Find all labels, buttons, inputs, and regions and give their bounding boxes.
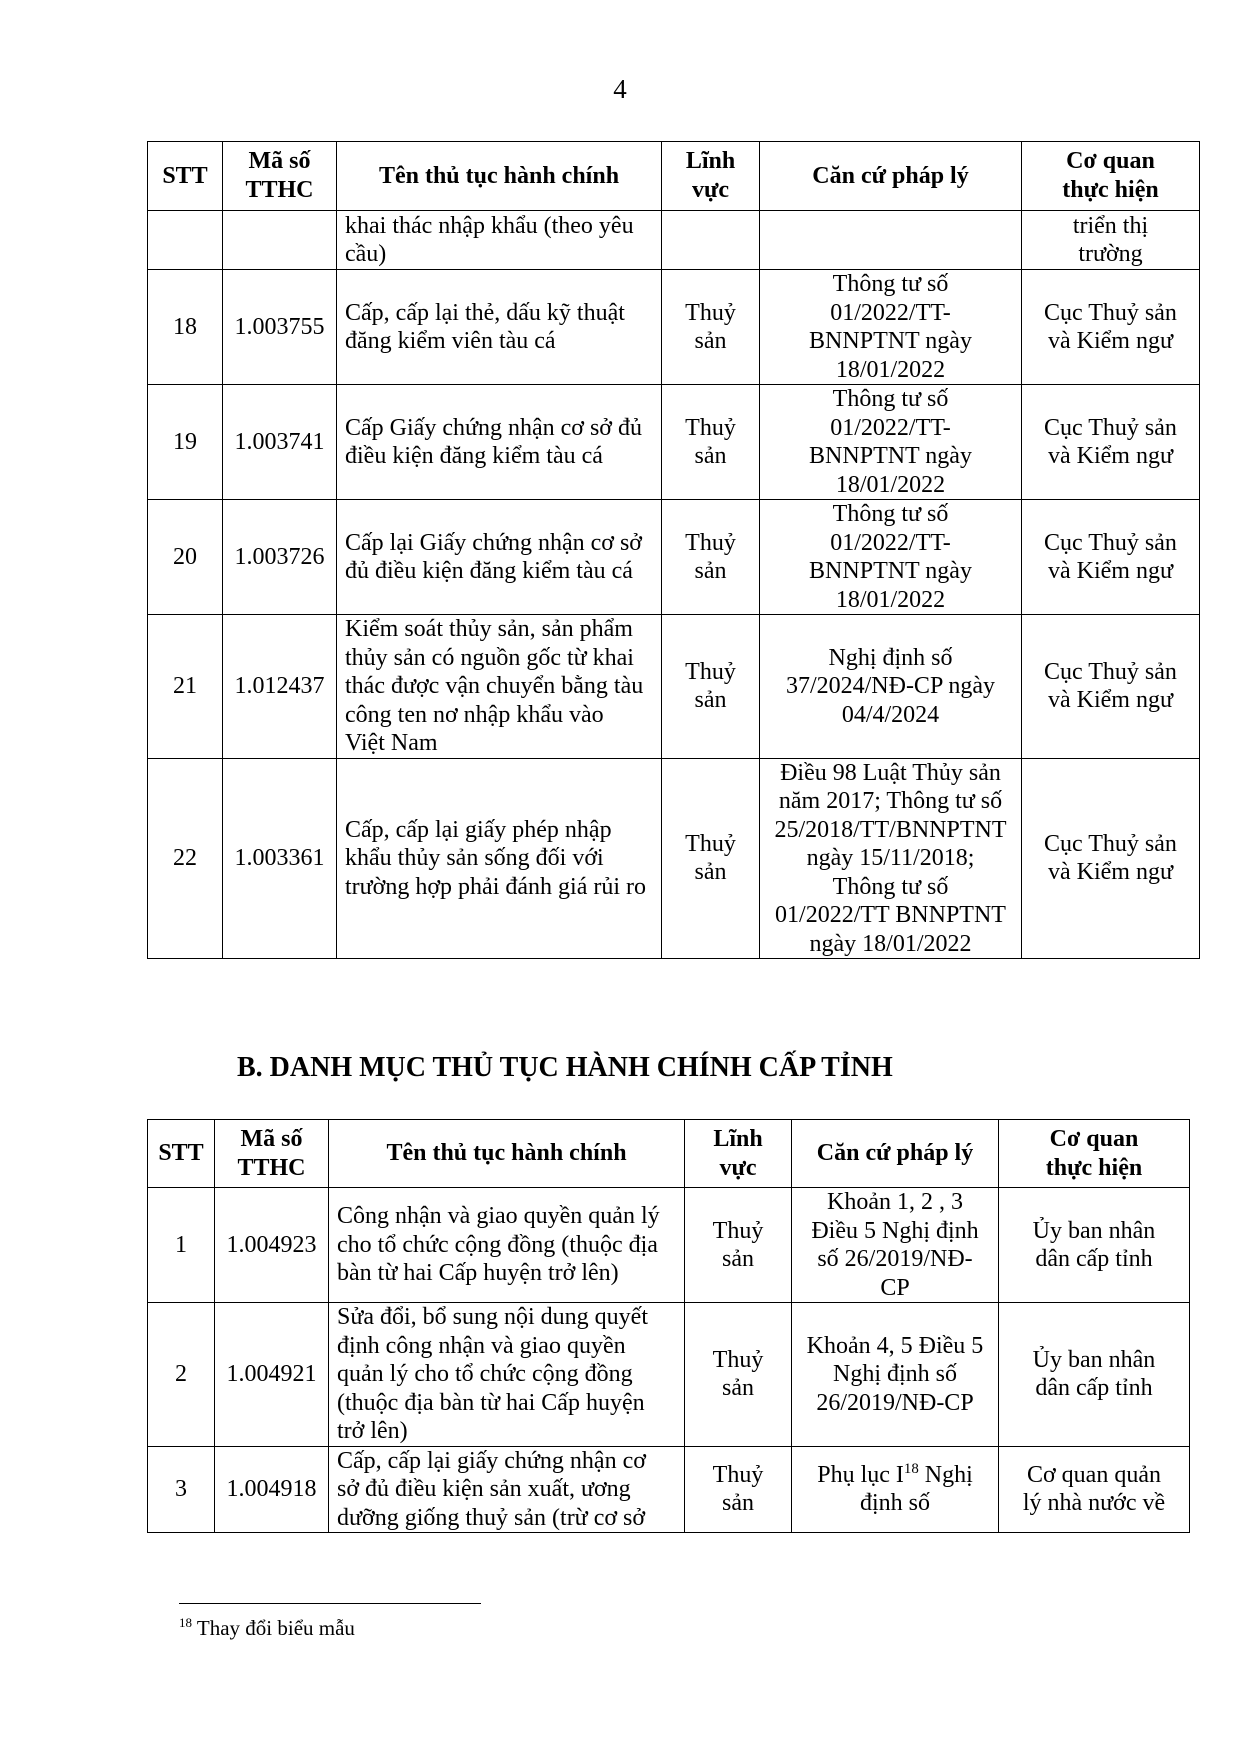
cell-legal-basis: Phụ lục $I^{18}$ Nghị định số [792, 1446, 999, 1533]
cell-code: 1.003755 [223, 270, 337, 385]
cell-field: Thuỷ sản [662, 500, 760, 615]
header-legal-basis: Căn cứ pháp lý [760, 142, 1022, 211]
cell-stt: 21 [148, 615, 223, 759]
table-header-row [148, 142, 1200, 211]
cell-stt: 19 [148, 385, 223, 500]
header-code: Mã số TTHC [223, 142, 337, 211]
header-name: Tên thủ tục hành chính [329, 1120, 685, 1188]
cell-stt: 22 [148, 758, 223, 959]
cell-code: 1.003726 [223, 500, 337, 615]
cell-agency: Ủy ban nhân dân cấp tỉnh [999, 1303, 1190, 1447]
table-row [148, 270, 1200, 385]
section-b-heading: B. DANH MỤC THỦ TỤC HÀNH CHÍNH CẤP TỈNH [237, 1052, 893, 1083]
header-name: Tên thủ tục hành chính [337, 142, 662, 211]
cell-field: Thuỷ sản [685, 1188, 792, 1303]
cell-procedure-name: Cấp, cấp lại giấy chứng nhận cơ sở đủ điều kiện sản xuất, ương dưỡng giống thuỷ sản (trừ cơ sở [329, 1446, 685, 1533]
cell-stt: 18 [148, 270, 223, 385]
cell-legal-basis: Thông tư số 01/2022/TT- BNNPTNT ngày 18/01/2022 [760, 385, 1022, 500]
table-row [148, 1188, 1190, 1303]
cell-field [662, 211, 760, 270]
cell-procedure-name: Cấp, cấp lại giấy phép nhập khẩu thủy sản sống đối với trường hợp phải đánh giá rủi ro [337, 758, 662, 959]
header-agency: Cơ quan thực hiện [999, 1120, 1190, 1188]
header-field: Lĩnh vực [685, 1120, 792, 1188]
cell-code: 1.004918 [215, 1446, 329, 1533]
cell-agency: Cục Thuỷ sản và Kiểm ngư [1022, 615, 1200, 759]
footnote-marker: 18 [179, 1615, 193, 1630]
table-row [148, 758, 1200, 959]
header-legal-basis: Căn cứ pháp lý [792, 1120, 999, 1188]
cell-field: Thuỷ sản [662, 615, 760, 759]
cell-field: Thuỷ sản [662, 385, 760, 500]
cell-legal-basis: Thông tư số 01/2022/TT- BNNPTNT ngày 18/01/2022 [760, 500, 1022, 615]
footnote-reference: 18 [903, 1460, 919, 1477]
cell-procedure-name: Cấp lại Giấy chứng nhận cơ sở đủ điều kiện đăng kiểm tàu cá [337, 500, 662, 615]
header-stt: STT [148, 1120, 215, 1188]
cell-agency: triển thị trường [1022, 211, 1200, 270]
header-field: Lĩnh vực [662, 142, 760, 211]
cell-code: 1.003361 [223, 758, 337, 959]
table-row [148, 1446, 1190, 1533]
procedures-table-provincial [147, 1119, 1190, 1533]
cell-code: 1.012437 [223, 615, 337, 759]
header-code: Mã số TTHC [215, 1120, 329, 1188]
cell-legal-basis: Thông tư số 01/2022/TT- BNNPTNT ngày 18/01/2022 [760, 270, 1022, 385]
cell-legal-basis: Điều 98 Luật Thủy sản năm 2017; Thông tư số 25/2018/TT/BNNPTNT ngày 15/11/2018; Thông tư số 01/2022/TT BNNPTNT ngày 18/01/2022 [760, 758, 1022, 959]
cell-field: Thuỷ sản [662, 758, 760, 959]
cell-stt: 20 [148, 500, 223, 615]
cell-field: Thuỷ sản [685, 1446, 792, 1533]
cell-procedure-name: Cấp Giấy chứng nhận cơ sở đủ điều kiện đăng kiểm tàu cá [337, 385, 662, 500]
cell-agency: Cục Thuỷ sản và Kiểm ngư [1022, 385, 1200, 500]
cell-procedure-name: Sửa đổi, bổ sung nội dung quyết định công nhận và giao quyền quản lý cho tổ chức cộng đồng (thuộc địa bàn từ hai Cấp huyện trở lên) [329, 1303, 685, 1447]
cell-procedure-name: Kiểm soát thủy sản, sản phẩm thủy sản có nguồn gốc từ khai thác được vận chuyển bằng tàu công ten nơ nhập khẩu vào Việt Nam [337, 615, 662, 759]
cell-code [223, 211, 337, 270]
cell-code: 1.004923 [215, 1188, 329, 1303]
cell-procedure-name: khai thác nhập khẩu (theo yêu cầu) [337, 211, 662, 270]
cell-stt: 3 [148, 1446, 215, 1533]
cell-stt: 1 [148, 1188, 215, 1303]
table-row [148, 211, 1200, 270]
cell-procedure-name: Công nhận và giao quyền quản lý cho tổ chức cộng đồng (thuộc địa bàn từ hai Cấp huyện trở lên) [329, 1188, 685, 1303]
footnote [179, 1616, 355, 1641]
cell-code: 1.003741 [223, 385, 337, 500]
cell-field: Thuỷ sản [685, 1303, 792, 1447]
cell-field: Thuỷ sản [662, 270, 760, 385]
cell-legal-basis: Khoản 4, 5 Điều 5 Nghị định số 26/2019/NĐ-CP [792, 1303, 999, 1447]
cell-legal-basis: Khoản 1, 2 , 3 Điều 5 Nghị định số 26/2019/NĐ- CP [792, 1188, 999, 1303]
procedures-table-central [147, 141, 1200, 959]
cell-agency: Cục Thuỷ sản và Kiểm ngư [1022, 270, 1200, 385]
cell-agency: Cục Thuỷ sản và Kiểm ngư [1022, 500, 1200, 615]
cell-agency: Ủy ban nhân dân cấp tỉnh [999, 1188, 1190, 1303]
footnote-text: Thay đổi biểu mẫu [192, 1616, 355, 1640]
cell-legal-basis [760, 211, 1022, 270]
footnote-separator [179, 1603, 481, 1604]
header-stt: STT [148, 142, 223, 211]
cell-agency: Cục Thuỷ sản và Kiểm ngư [1022, 758, 1200, 959]
cell-stt [148, 211, 223, 270]
cell-agency: Cơ quan quản lý nhà nước về [999, 1446, 1190, 1533]
cell-procedure-name: Cấp, cấp lại thẻ, dấu kỹ thuật đăng kiểm viên tàu cá [337, 270, 662, 385]
table-header-row [148, 1120, 1190, 1188]
page-number: 4 [613, 74, 627, 104]
header-agency: Cơ quan thực hiện [1022, 142, 1200, 211]
table-row [148, 385, 1200, 500]
cell-legal-basis: Nghị định số 37/2024/NĐ-CP ngày 04/4/2024 [760, 615, 1022, 759]
cell-stt: 2 [148, 1303, 215, 1447]
table-row [148, 1303, 1190, 1447]
table-row [148, 615, 1200, 759]
table-row [148, 500, 1200, 615]
cell-code: 1.004921 [215, 1303, 329, 1447]
